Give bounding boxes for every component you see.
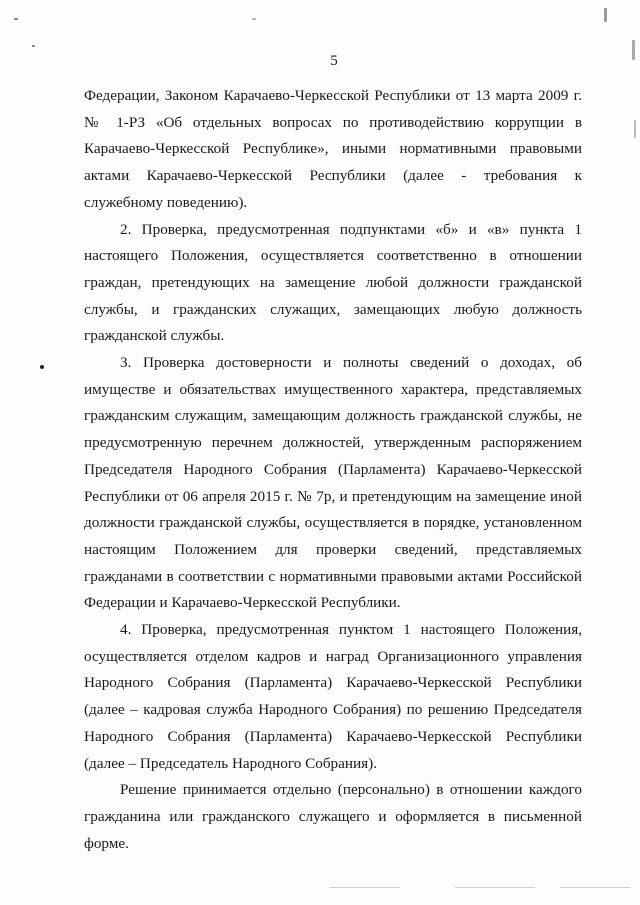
- scan-mark-right-edge: [634, 120, 636, 138]
- scan-line-bottom-2: [455, 887, 535, 888]
- scan-line-bottom-3: [560, 887, 630, 888]
- paragraph-decision: Решение принимается отдельно (персонально) в отношении каждого гражданина или гражданского служащего и оформляется в письменной форме.: [84, 781, 582, 852]
- paragraph-item-3: 3. Проверка достоверности и полноты сведений о доходах, об имуществе и обязательствах имущественного характера, представляемых гражданским служащим, замещающим должность гражданской службы, не предусмотренную перечнем должностей, утвержденным распоряжением Председателя Народного Собрания (Парламента) Карачаево-Черкесской Республики от 06 апреля 2015 г. № 7р, и претендующим на замещение иной должности гражданской службы, осуществляется в порядке, установленном настоящим Положением для проверки сведений, представляемых гражданами в соответствии с нормативными правовыми актами Российской Федерации и Карачаево-Черкесской Республики.: [84, 354, 582, 612]
- scan-line-bottom-1: [330, 887, 400, 888]
- scan-mark-top-center: [252, 18, 256, 20]
- scan-mark-top-right: [604, 8, 607, 22]
- paragraph-continuation: Федерации, Законом Карачаево-Черкесской Республики от 13 марта 2009 г. № 1-РЗ «Об отдельных вопросах по противодействию коррупции в Карачаево-Черкесской Республике», иными нормативными правовыми актами Карачаево-Черкесской Республики (далее - требования к служебному поведению).: [84, 87, 582, 211]
- paragraph-item-4: 4. Проверка, предусмотренная пунктом 1 настоящего Положения, осуществляется отделом кадров и наград Организационного управления Народного Собрания (Парламента) Карачаево-Черкесской Республики (далее – кадровая служба Народного Собрания) по решению Председателя Народного Собрания (Парламента) Карачаево-Черкесской Республики (далее – Председатель Народного Собрания).: [84, 621, 582, 772]
- paragraph-item-2: 2. Проверка, предусмотренная подпунктами «б» и «в» пункта 1 настоящего Положения, осуществляется соответственно в отношении граждан, претендующих на замещение любой должности гражданской службы, и гражданских служащих, замещающих любую должность гражданской службы.: [84, 220, 582, 345]
- scan-mark-top-left-2: [32, 45, 35, 47]
- document-body: [84, 83, 582, 857]
- scan-dot-left-margin: [40, 365, 44, 369]
- page-number: 5: [330, 53, 338, 69]
- scan-mark-top-left: [14, 18, 18, 20]
